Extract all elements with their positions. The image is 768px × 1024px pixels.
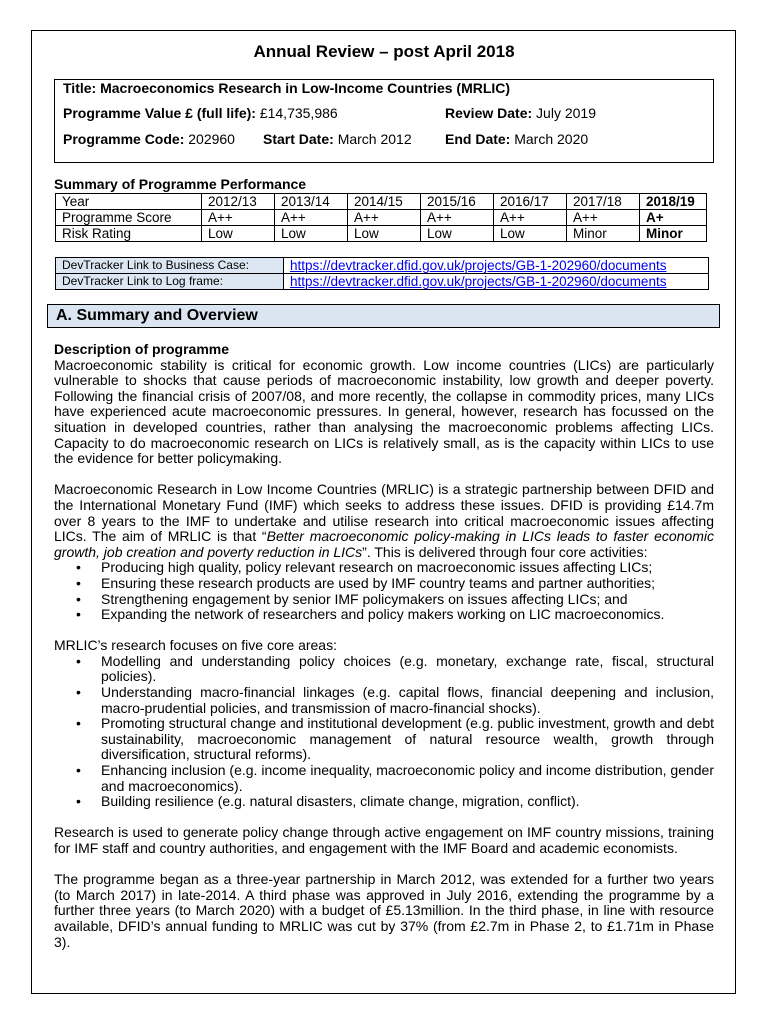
areas-intro: MRLIC’s research focuses on five core areas: bbox=[54, 637, 337, 654]
activities-list bbox=[54, 560, 714, 622]
programme-info-box bbox=[54, 79, 714, 163]
paragraph-2 bbox=[54, 482, 714, 560]
title-label: Title: bbox=[63, 80, 97, 96]
devtracker-links-table bbox=[55, 257, 709, 290]
start-value: March 2012 bbox=[337, 131, 412, 147]
performance-table bbox=[55, 193, 707, 242]
title-line bbox=[63, 80, 510, 96]
table-cell: A++ bbox=[275, 210, 348, 226]
value-value: £14,735,986 bbox=[259, 105, 338, 121]
table-row bbox=[56, 226, 707, 242]
table-cell: 2014/15 bbox=[348, 194, 421, 210]
table-cell: 2016/17 bbox=[494, 194, 567, 210]
table-cell: A+ bbox=[640, 210, 707, 226]
paragraph-4: The programme began as a three-year partnership in March 2012, was extended for a further two years (to March 2017) in late-2014. A third phase was approved in July 2016, extending the programme by a further three years (to March 2020) with a budget of £5.13million. In the third phase, in line with resource available, DFID’s annual funding to MRLIC was cut by 37% (from £2.7m in Phase 2, to £1.71m in Phase 3). bbox=[54, 871, 714, 950]
log-frame-label: DevTracker Link to Log frame: bbox=[56, 274, 284, 290]
end-line bbox=[445, 131, 588, 147]
business-case-label: DevTracker Link to Business Case: bbox=[56, 258, 284, 274]
code-label: Programme Code: bbox=[63, 131, 185, 147]
table-cell: A++ bbox=[421, 210, 494, 226]
table-row bbox=[56, 274, 709, 290]
table-cell: Low bbox=[275, 226, 348, 242]
table-cell: 2018/19 bbox=[640, 194, 707, 210]
review-value: July 2019 bbox=[536, 105, 596, 121]
table-cell: Year bbox=[56, 194, 202, 210]
end-label: End Date: bbox=[445, 131, 511, 147]
aim-quote: Better macroeconomic policy-making in LICs leads to faster economic growth, job creation and poverty reduction in LICs bbox=[54, 528, 714, 560]
list-item: • Building resilience (e.g. natural disasters, climate change, migration, conflict). bbox=[101, 794, 714, 810]
table-cell: A++ bbox=[494, 210, 567, 226]
start-label: Start Date: bbox=[263, 131, 334, 147]
table-row bbox=[56, 194, 707, 210]
list-item: • Enhancing inclusion (e.g. income inequality, macroeconomic policy and income distribution, gender and macroeconomics). bbox=[101, 763, 714, 794]
value-label: Programme Value £ (full life): bbox=[63, 105, 256, 121]
paragraph-1: Macroeconomic stability is critical for economic growth. Low income countries (LICs) are particularly vulnerable to shocks that cause periods of macroeconomic instability, low growth and deeper poverty. Following the financial crisis of 2007/08, and more recently, the collapse in commodity prices, many LICs have experienced acute macroeconomic pressures. In general, however, research has focussed on the situation in developed countries, rather than analysing the macroeconomic problems affecting LICs. Capacity to do macroeconomic research on LICs is relatively small, as is the capacity within LICs to use the evidence for better policymaking. bbox=[54, 356, 714, 467]
table-cell: A++ bbox=[567, 210, 640, 226]
paragraph-2-start: Macroeconomic Research in Low Income Countries (MRLIC) is a strategic partnership between DFID and the International Monetary Fund (IMF) which seeks to address these issues. DFID is providing £14.7m over 8 years to the IMF to undertake and utilise research into critical macroeconomic issues affecting LICs. The aim of MRLIC is that “ bbox=[54, 481, 714, 545]
table-cell: Low bbox=[202, 226, 275, 242]
code-line bbox=[63, 131, 235, 147]
table-cell: Low bbox=[494, 226, 567, 242]
list-item: • Modelling and understanding policy choices (e.g. monetary, exchange rate, fiscal, structural policies). bbox=[101, 654, 714, 685]
table-cell: Programme Score bbox=[56, 210, 202, 226]
business-case-cell bbox=[284, 258, 709, 274]
table-cell: Low bbox=[421, 226, 494, 242]
section-a-body bbox=[54, 342, 714, 950]
title-value: Macroeconomics Research in Low-Income Countries (MRLIC) bbox=[100, 80, 511, 96]
business-case-link[interactable]: https://devtracker.dfid.gov.uk/projects/GB-1-202960/documents bbox=[290, 258, 667, 273]
table-cell: Minor bbox=[640, 226, 707, 242]
paragraph-2-end: ”. This is delivered through four core activities: bbox=[362, 543, 648, 560]
list-item: • Promoting structural change and institutional development (e.g. public investment, growth and debt sustainability, macroeconomic management of natural resource wealth, growth through diversification, structural reforms). bbox=[101, 716, 714, 763]
table-cell: 2017/18 bbox=[567, 194, 640, 210]
log-frame-cell bbox=[284, 274, 709, 290]
performance-caption: Summary of Programme Performance bbox=[54, 176, 307, 192]
paragraph-3: Research is used to generate policy change through active engagement on IMF country missions, training for IMF staff and country authorities, and engagement with the IMF Board and academic economists. bbox=[54, 824, 714, 856]
table-cell: A++ bbox=[202, 210, 275, 226]
list-item: • Expanding the network of researchers and policy makers working on LIC macroeconomics. bbox=[101, 607, 714, 623]
section-a-heading: A. Summary and Overview bbox=[47, 304, 720, 328]
table-cell: 2013/14 bbox=[275, 194, 348, 210]
end-value: March 2020 bbox=[514, 131, 589, 147]
document-title: Annual Review – post April 2018 bbox=[253, 42, 515, 61]
list-item: • Ensuring these research products are used by IMF country teams and partner authorities; bbox=[101, 576, 714, 592]
list-item: • Producing high quality, policy relevant research on macroeconomic issues affecting LICs; bbox=[101, 560, 714, 576]
list-item: • Understanding macro-financial linkages (e.g. capital flows, financial deepening and inclusion, macro-prudential policies, and transmission of macro-financial shocks). bbox=[101, 685, 714, 716]
start-line bbox=[263, 131, 412, 147]
list-item: • Strengthening engagement by senior IMF policymakers on issues affecting LICs; and bbox=[101, 592, 714, 608]
log-frame-link[interactable]: https://devtracker.dfid.gov.uk/projects/GB-1-202960/documents bbox=[290, 274, 667, 289]
code-value: 202960 bbox=[188, 131, 235, 147]
table-cell: 2012/13 bbox=[202, 194, 275, 210]
areas-list bbox=[54, 654, 714, 810]
review-label: Review Date: bbox=[445, 105, 533, 121]
table-cell: Risk Rating bbox=[56, 226, 202, 242]
table-cell: Minor bbox=[567, 226, 640, 242]
value-line bbox=[63, 105, 338, 121]
review-line bbox=[445, 105, 596, 121]
table-row bbox=[56, 210, 707, 226]
table-cell: 2015/16 bbox=[421, 194, 494, 210]
table-row bbox=[56, 258, 709, 274]
table-cell: Low bbox=[348, 226, 421, 242]
table-cell: A++ bbox=[348, 210, 421, 226]
description-heading: Description of programme bbox=[54, 341, 230, 357]
